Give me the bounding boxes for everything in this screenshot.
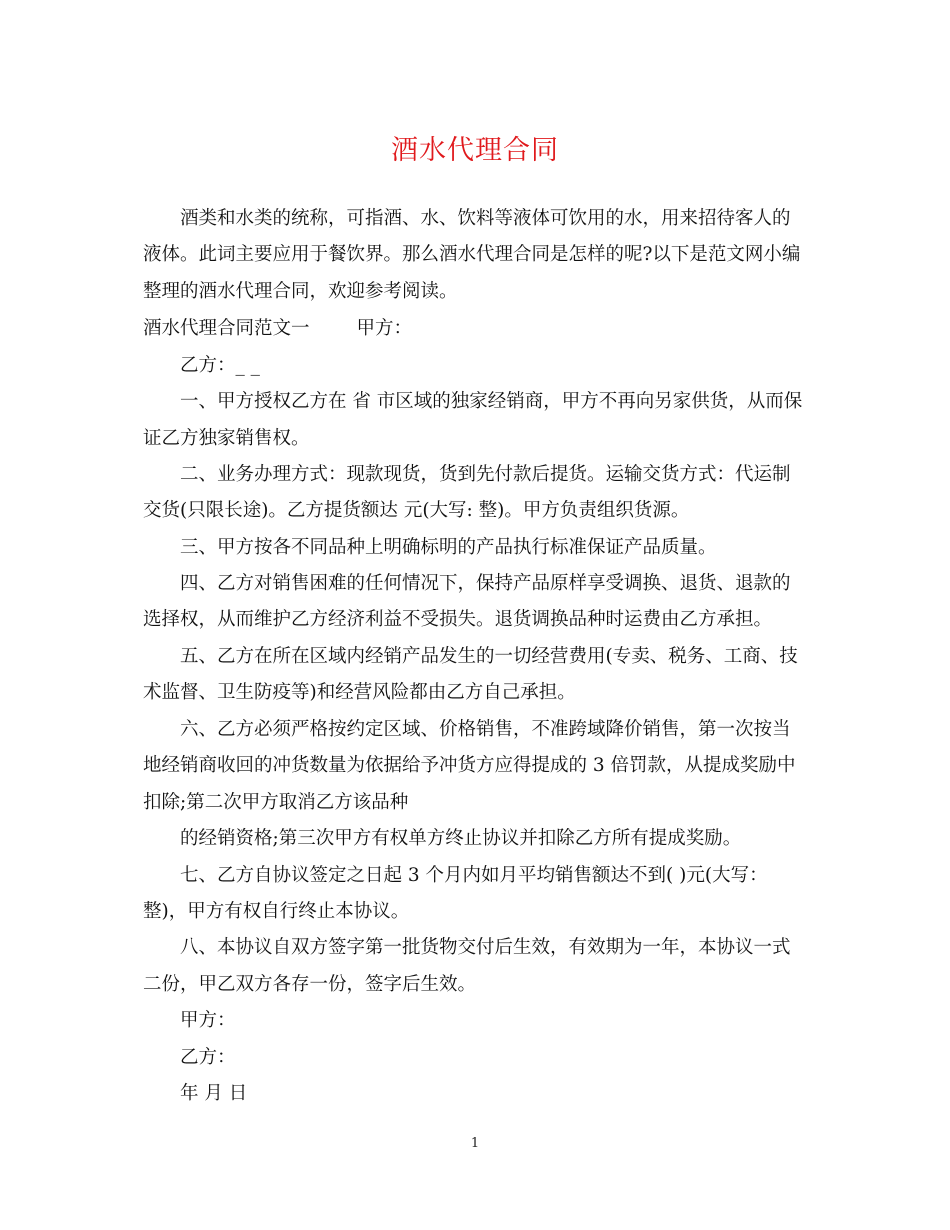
paragraph-line: 二、业务办理方式：现款现货，货到先付款后提货。运输交货方式：代运制: [180, 464, 791, 485]
paragraph-line: 扣除;第二次甲方取消乙方该品种: [143, 792, 409, 813]
paragraph-line: 二份，甲乙双方各存一份，签字后生效。: [143, 974, 477, 995]
paragraph-line: 三、甲方按各不同品种上明确标明的产品执行标准保证产品质量。: [180, 537, 717, 558]
signature-party-b: 乙方：: [180, 1047, 236, 1068]
paragraph-line: 地经销商收回的冲货数量为依据给予冲货方应得提成的 3 倍罚款，从提成奖励中: [143, 755, 796, 776]
paragraph-line: 的经销资格;第三次甲方有权单方终止协议并扣除乙方所有提成奖励。: [180, 828, 742, 849]
paragraph-line: 液体。此词主要应用于餐饮界。那么酒水代理合同是怎样的呢?以下是范文网小编: [143, 244, 801, 265]
paragraph-line: 乙方：_ _: [180, 355, 260, 376]
signature-date: 年 月 日: [180, 1083, 248, 1104]
paragraph-line: 五、乙方在所在区域内经销产品发生的一切经营费用(专卖、税务、工商、技: [180, 646, 798, 667]
page-number: 1: [470, 1136, 480, 1151]
paragraph-line: 证乙方独家销售权。: [143, 428, 310, 449]
paragraph-line: 整理的酒水代理合同，欢迎参考阅读。: [143, 281, 458, 302]
paragraph-line: 术监督、卫生防疫等)和经营风险都由乙方自己承担。: [143, 682, 576, 703]
paragraph-line: 整)，甲方有权自行终止本协议。: [143, 901, 410, 922]
paragraph-line: 七、乙方自协议签定之日起 3 个月内如月平均销售额达不到( )元(大写：: [180, 865, 768, 886]
document-title: 酒水代理合同: [391, 135, 559, 166]
paragraph-line: 四、乙方对销售困难的任何情况下，保持产品原样享受调换、退货、退款的: [180, 573, 791, 594]
paragraph-line: 选择权，从而维护乙方经济利益不受损失。退货调换品种时运费由乙方承担。: [143, 609, 773, 630]
paragraph-line: 酒水代理合同范文一 甲方：: [143, 318, 413, 339]
signature-party-a: 甲方：: [180, 1010, 236, 1031]
paragraph-line: 六、乙方必须严格按约定区域、价格销售，不准跨域降价销售，第一次按当: [180, 719, 791, 740]
paragraph-line: 一、甲方授权乙方在 省 市区域的独家经销商，甲方不再向另家供货，从而保: [180, 391, 803, 412]
paragraph-line: 酒类和水类的统称，可指酒、水、饮料等液体可饮用的水，用来招待客人的: [180, 208, 791, 229]
paragraph-line: 交货(只限长途)。乙方提货额达 元(大写: 整)。甲方负责组织货源。: [143, 500, 690, 521]
paragraph-line: 八、本协议自双方签字第一批货物交付后生效，有效期为一年，本协议一式: [180, 937, 791, 958]
